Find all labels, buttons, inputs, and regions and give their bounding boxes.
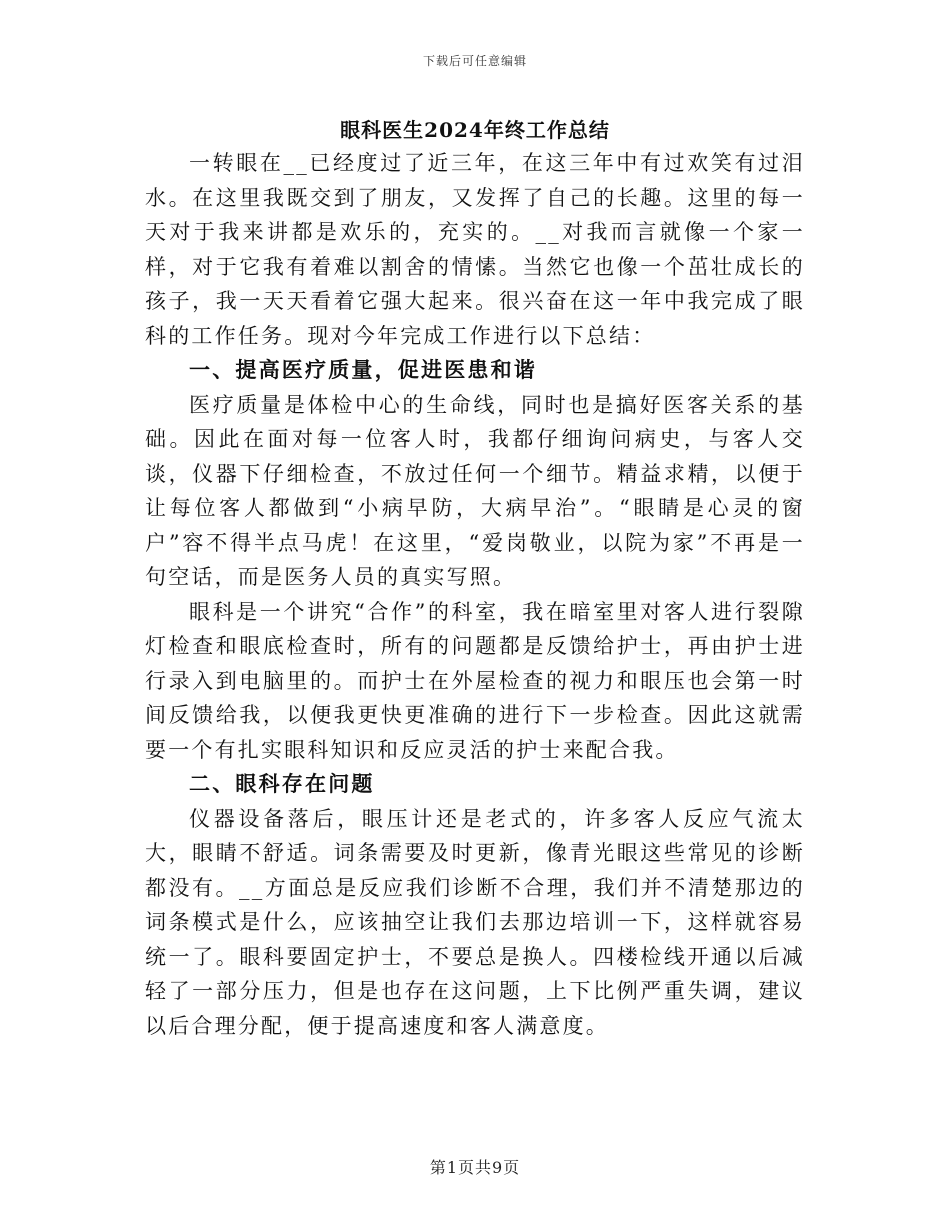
section2-paragraph-1: 仪器设备落后，眼压计还是老式的，许多客人反应气流太大，眼睛不舒适。词条需要及时更新，像青光眼这些常见的诊断都没有。__方面总是反应我们诊断不合理，我们并不清楚那边的词条模式是什么，应该抽空让我们去那边培训一下，这样就容易统一了。眼科要固定护士，不要总是换人。四楼检线开通以后减轻了一部分压力，但是也存在这问题，上下比例严重失调，建议以后合理分配，便于提高速度和客人满意度。 [145, 806, 805, 1038]
section-heading-1: 一、提高医疗质量，促进医患和谐 [189, 357, 537, 382]
intro-paragraph: 一转眼在__已经度过了近三年，在这三年中有过欢笑有过泪水。在这里我既交到了朋友，又发挥了自己的长趣。这里的每一天对于我来讲都是欢乐的，充实的。__对我而言就像一个家一样，对于它我有着难以割舍的情愫。当然它也像一个茁壮成长的孩子，我一天天看着它强大起来。很兴奋在这一年中我完成了眼科的工作任务。现对今年完成工作进行以下总结： [145, 151, 805, 348]
header-note: 下载后可任意编辑 [422, 54, 527, 68]
document-title: 眼科医生2024年终工作总结 [340, 118, 610, 142]
section1-paragraph-2: 眼科是一个讲究“合作”的科室，我在暗室里对客人进行裂隙灯检查和眼底检查时，所有的问题都是反馈给护士，再由护士进行录入到电脑里的。而护士在外屋检查的视力和眼压也会第一时间反馈给我，以便我更快更准确的进行下一步检查。因此这就需要一个有扎实眼科知识和反应灵活的护士来配合我。 [145, 599, 805, 762]
section1-paragraph-1: 医疗质量是体检中心的生命线，同时也是搞好医客关系的基础。因此在面对每一位客人时，我都仔细询问病史，与客人交谈，仪器下仔细检查，不放过任何一个细节。精益求精，以便于让每位客人都做到“小病早防，大病早治”。“眼睛是心灵的窗户”容不得半点马虎！在这里，“爱岗敬业，以院为家”不再是一句空话，而是医务人员的真实写照。 [145, 392, 805, 589]
section-heading-2: 二、眼科存在问题 [189, 771, 375, 796]
document-body [145, 146, 805, 1043]
page-number: 第1页共9页 [429, 1158, 521, 1177]
